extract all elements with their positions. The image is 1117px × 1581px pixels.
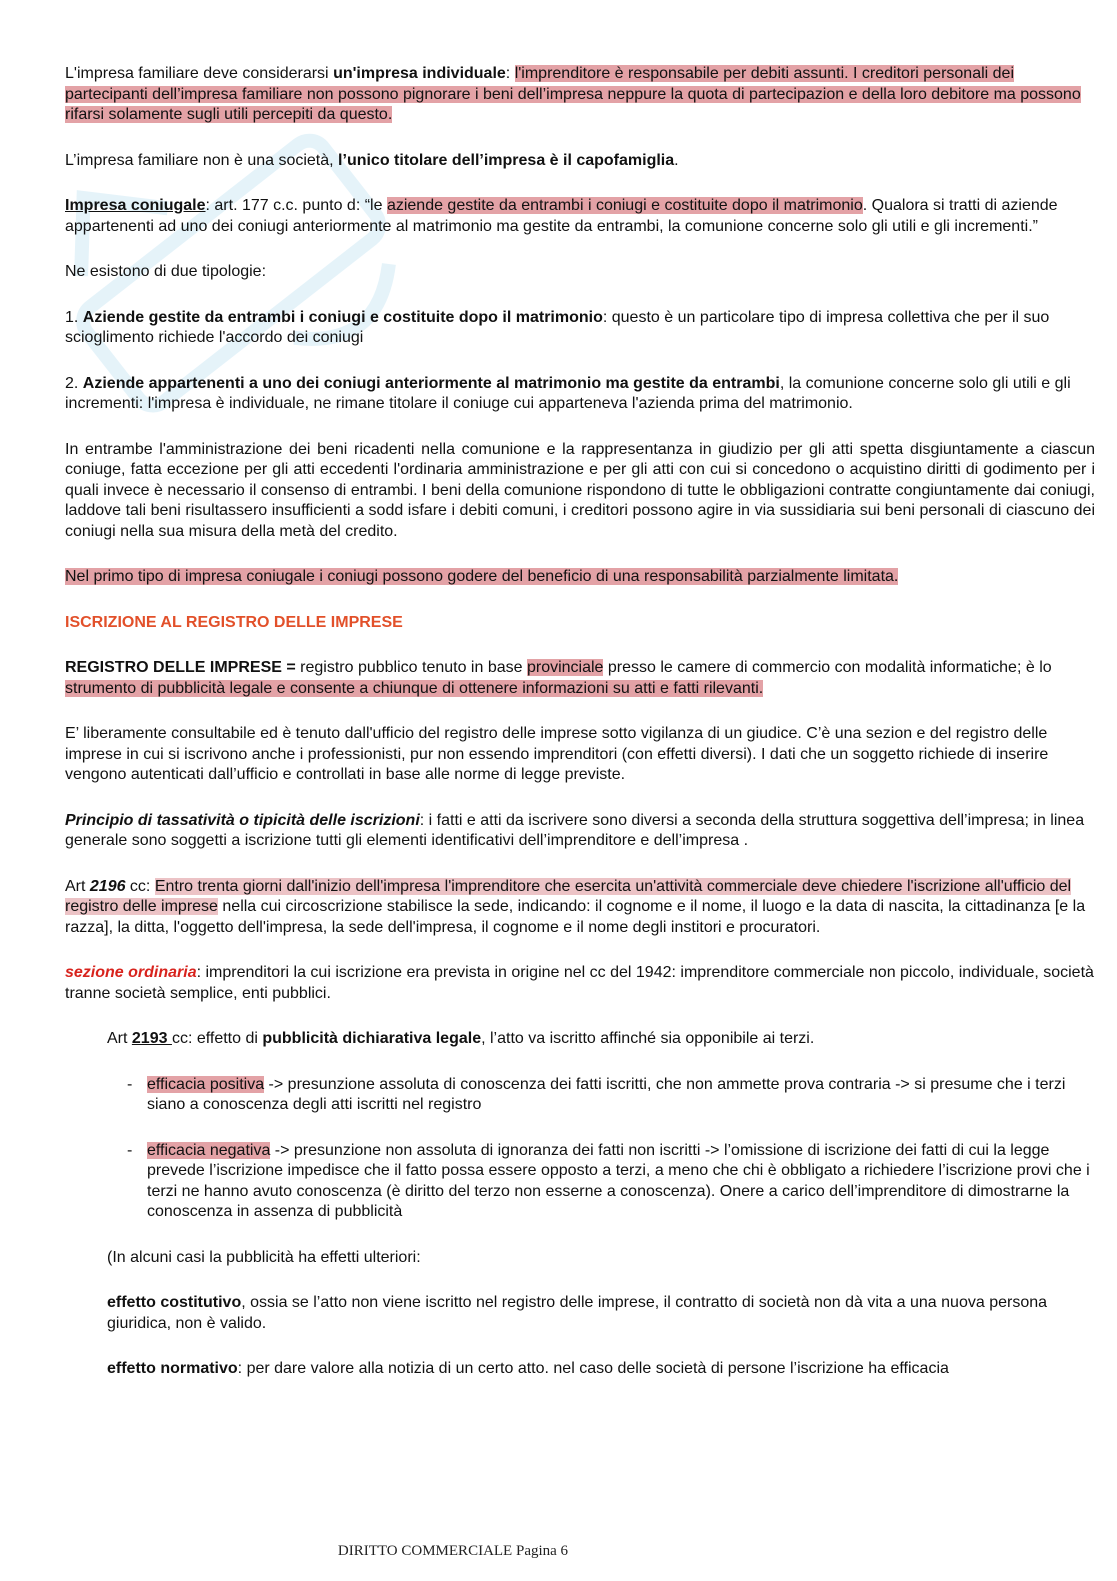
paragraph-non-societa: L’impresa familiare non è una società, l’unico titolare dell’impresa è il capofamiglia.: [65, 151, 679, 169]
document-page: [65, 64, 1095, 1405]
paragraph-consultabile: E’ liberamente consultabile ed è tenuto dall'ufficio del registro delle imprese sotto vigilanza di un giudice. C’è una sezion e del registro delle imprese in cui si iscrivono anche i professionisti, pur non essendo imprenditori (con effetti diversi). I dati che un soggetto richiede di inserire vengono autenticati dall’ufficio e controllati in base alle norme di legge previste.: [65, 725, 1049, 783]
paragraph-impresa-familiare: L'impresa familiare deve considerarsi un'impresa individuale: l'imprenditore è responsabile per debiti assunti. I creditori personali dei partecipanti dell’impresa familiare non possono pignorare i beni dell’impresa neppure la quota di partecipazion e della loro debitore ma possono rifarsi solamente sugli utili percepiti da questo.: [65, 65, 1081, 123]
highlight-aziende-gestite: aziende gestite da entrambi i coniugi e costituite dopo il matrimonio: [386, 197, 863, 214]
efficacia-list: [65, 1075, 1095, 1223]
term-impresa-individuale: un'impresa individuale: [333, 65, 506, 82]
highlight-responsabilita: l'imprenditore è responsabile per debiti assunti. I creditori personali dei partecipanti dell’impresa familiare non possono pignorare i beni dell’impresa neppure la quota di partecipazion e della loro debitore ma possono rifarsi solamente sugli utili percepiti da questo.: [65, 65, 1081, 123]
paragraph-effetto-normativo: effetto normativo: per dare valore alla notizia di un certo atto. nel caso delle società di persone l’iscrizione ha efficacia: [107, 1360, 949, 1377]
paragraph-art-2196: Art 2196 cc: Entro trenta giorni dall'inizio dell'impresa l'imprenditore che esercita un'attività commerciale deve chiedere l'iscrizione all'ufficio del registro delle imprese nella cui circoscrizione stabilisce la sede, indicando: il cognome e il nome, il luogo e la data di nascita, la cittadinanza [e la razza], la ditta, l'oggetto dell'impresa, la sede dell'impresa, il cognome e il nome degli institori e procuratori.: [65, 877, 1086, 936]
page-footer: DIRITTO COMMERCIALE Pagina 6: [337, 1543, 569, 1559]
paragraph-sezione-ordinaria: sezione ordinaria: imprenditori la cui iscrizione era prevista in origine nel cc del 1942: imprenditore commerciale non piccolo, individuale, società tranne società semplice, enti pubblici.: [65, 964, 1094, 1002]
term-impresa-coniugale: Impresa coniugale: [65, 197, 206, 214]
paragraph-principio-tassativita: Principio di tassatività o tipicità delle iscrizioni: i fatti e atti da iscrivere sono diversi a seconda della struttura soggettiva dell’impresa; in linea generale sono soggetti a iscrizione tutti gli elementi identificativi dell’imprenditore e dell’impresa .: [65, 811, 1085, 849]
paragraph-amministrazione: In entrambe l'amministrazione dei beni ricadenti nella comunione e la rappresentanza in giudizio per gli atti spetta disgiuntamente a ciascun coniuge, fatta eccezione per gli atti eccedenti l'ordinaria amministrazione e per gli atti con cui si concedono o acquistino diritti di godimento per i quali invece è necessario il consenso di entrambi. I beni della comunione rispondono di tutte le obbligazioni contratte congiuntamente dai coniugi, laddove tali beni risultassero insufficienti a sodd isfare i debiti comuni, i creditori possono agire in via sussidiaria sui beni personali di ciascuno dei coniugi nella sua misura della metà del credito.: [65, 440, 1095, 540]
list-item-tipologia-1: 1. Aziende gestite da entrambi i coniugi e costituite dopo il matrimonio: questo è un particolare tipo di impresa collettiva che per il suo scioglimento richiede l'accordo dei coniugi: [65, 308, 1050, 346]
term-sezione-ordinaria: sezione ordinaria: [65, 964, 197, 981]
list-item-efficacia-negativa: - efficacia negativa -> presunzione non assoluta di ignoranza dei fatti non iscritti -> l’omissione di iscrizione dei fatti di cui la legge prevede l’iscrizione impedisce che il fatto possa essere opposto a terzi, a meno che chi è obbligato a richiedere l’iscrizione provi che i terzi ne hanno avuto conoscenza (è diritto del terzo non esserne a conoscenza). Onere a carico dell’imprenditore di dimostrarne la conoscenza in assenza di pubblicità: [127, 1141, 1090, 1220]
paragraph-registro-imprese: REGISTRO DELLE IMPRESE = registro pubblico tenuto in base provinciale presso le camere di commercio con modalità informatiche; è lo strumento di pubblicità legale e consente a chiunque di ottenere informazioni su atti e fatti rilevanti.: [65, 659, 1052, 697]
paragraph-effetto-costitutivo: effetto costitutivo, ossia se l’atto non viene iscritto nel registro delle imprese, il contratto di società non dà vita a una nuova persona giuridica, non è valido.: [107, 1294, 1048, 1332]
section-heading: ISCRIZIONE AL REGISTRO DELLE IMPRESE: [65, 613, 403, 631]
list-item-efficacia-positiva: - efficacia positiva -> presunzione assoluta di conoscenza dei fatti iscritti, che non ammette prova contraria -> si presume che i terzi siano a conoscenza degli atti iscritti nel registro: [127, 1075, 1066, 1113]
paragraph-impresa-coniugale: Impresa coniugale: art. 177 c.c. punto d: “le aziende gestite da entrambi i coniugi e costituite dopo il matrimonio. Qualora si tratti di aziende appartenenti ad uno dei coniugi anteriormente al matrimonio ma gestite da entrambi, la comunione concerne solo gli utili e gli incrementi.”: [65, 197, 1058, 235]
paragraph-effetti-ulteriori: (In alcuni casi la pubblicità ha effetti ulteriori:: [107, 1248, 421, 1266]
paragraph-responsabilita-limitata: Nel primo tipo di impresa coniugale i coniugi possono godere del beneficio di una responsabilità parzialmente limitata.: [65, 568, 899, 585]
paragraph-art-2193: Art 2193 cc: effetto di pubblicità dichiarativa legale, l’atto va iscritto affinché sia opponibile ai terzi.: [107, 1030, 815, 1047]
paragraph-tipologie: Ne esistono di due tipologie:: [65, 263, 267, 280]
list-item-tipologia-2: 2. Aziende appartenenti a uno dei coniugi anteriormente al matrimonio ma gestite da entrambi, la comunione concerne solo gli utili e gli incrementi: l'impresa è individuale, ne rimane titolare il coniuge cui apparteneva l'azienda prima del matrimonio.: [65, 374, 1071, 412]
